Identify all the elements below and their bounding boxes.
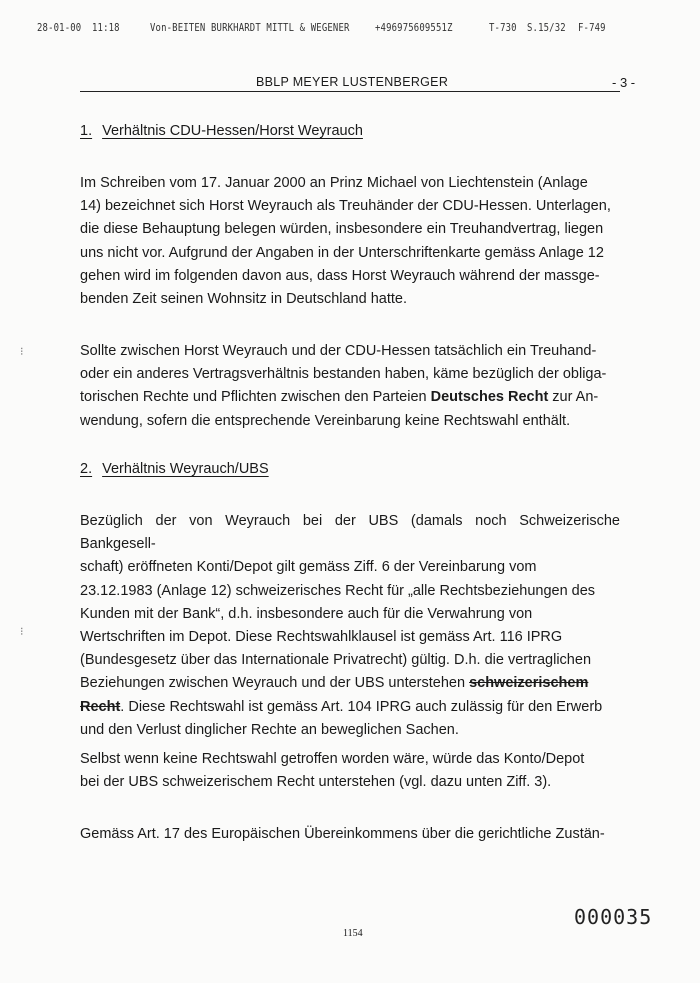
section-2-heading xyxy=(80,461,269,477)
section-2-title: Verhältnis Weyrauch/UBS xyxy=(102,461,269,477)
section-1-paragraph-1 xyxy=(80,172,620,311)
section-1-title: Verhältnis CDU-Hessen/Horst Weyrauch xyxy=(102,123,363,139)
section-2-paragraph-3 xyxy=(80,823,620,846)
bold-term: Deutsches Recht xyxy=(430,389,549,406)
page-number: 1154 xyxy=(343,928,363,939)
text-line: 23.12.1983 (Anlage 12) schweizerisches Recht für „alle Rechtsbeziehungen des xyxy=(80,582,596,599)
text-line: (Bundesgesetz über das Internationale Privatrecht) gültig. D.h. die vertraglichen xyxy=(80,652,592,669)
text-line: schaft) eröffneten Konti/Depot gilt gemäss Ziff. 6 der Vereinbarung vom xyxy=(80,559,537,576)
text-line: Kunden mit der Bank“, d.h. insbesondere auch für die Verwahrung von xyxy=(80,605,533,622)
fax-sender: Von-BEITEN BURKHARDT MITTL & WEGENER xyxy=(150,22,350,34)
scan-mark: ⁝ xyxy=(20,346,24,358)
text-line: und den Verlust dinglicher Rechte an beweglichen Sachen. xyxy=(80,721,459,738)
struck-term: Recht xyxy=(80,698,121,715)
fax-job: T-730 xyxy=(489,22,517,34)
text-line: benden Zeit seinen Wohnsitz in Deutschland hatte. xyxy=(80,291,407,308)
text-line: Recht. Diese Rechtswahl ist gemäss Art. 104 IPRG auch zulässig für den Erwerb xyxy=(80,698,603,715)
text-line: torischen Rechte und Pflichten zwischen den Parteien Deutsches Recht zur An- xyxy=(80,389,599,406)
fax-time: 11:18 xyxy=(92,22,120,34)
section-1-paragraph-2 xyxy=(80,340,620,433)
letterhead-page-label: - 3 - xyxy=(612,75,636,90)
text-line: Beziehungen zwischen Weyrauch und der UBS unterstehen schweizerischem xyxy=(80,675,589,692)
text-line: die diese Behauptung belegen würden, insbesondere ein Treuhandvertrag, liegen xyxy=(80,221,604,238)
text-line: bei der UBS schweizerischem Recht unterstehen (vgl. dazu unten Ziff. 3). xyxy=(80,774,552,791)
fax-code: F-749 xyxy=(578,22,606,34)
text-line: oder ein anderes Vertragsverhältnis bestanden haben, käme bezüglich der obliga- xyxy=(80,366,607,383)
text-line: Sollte zwischen Horst Weyrauch und der CDU-Hessen tatsächlich ein Treuhand- xyxy=(80,343,597,359)
text-line: Bezüglich der von Weyrauch bei der UBS (damals noch Schweizerische Bankgesell- xyxy=(80,513,620,553)
fax-number: +496975609551Z xyxy=(375,22,453,34)
text-line: gehen wird im folgenden davon aus, dass Horst Weyrauch während der massge- xyxy=(80,267,600,284)
text-line: uns nicht vor. Aufgrund der Angaben in der Unterschriftenkarte gemäss Anlage 12 xyxy=(80,244,604,261)
section-2-number: 2. xyxy=(80,461,93,477)
text-line: wendung, sofern die entsprechende Vereinbarung keine Rechtswahl enthält. xyxy=(80,412,571,429)
text-line: Wertschriften im Depot. Diese Rechtswahlklausel ist gemäss Art. 116 IPRG xyxy=(80,629,563,646)
bates-stamp: 000035 xyxy=(574,905,653,929)
fax-pages: S.15/32 xyxy=(527,22,566,34)
section-2-paragraph-1 xyxy=(80,510,620,742)
section-1-number: 1. xyxy=(80,123,93,139)
fax-date: 28-01-00 xyxy=(37,22,82,34)
struck-term: schweizerischem xyxy=(469,675,589,692)
scan-mark: ⁝ xyxy=(20,626,24,638)
text-line: Gemäss Art. 17 des Europäischen Übereinkommens über die gerichtliche Zustän- xyxy=(80,826,605,842)
letterhead-rule xyxy=(80,91,620,92)
text-line: Im Schreiben vom 17. Januar 2000 an Prinz Michael von Liechtenstein (Anlage xyxy=(80,175,588,191)
section-1-heading xyxy=(80,123,363,139)
text-line: Selbst wenn keine Rechtswahl getroffen worden wäre, würde das Konto/Depot xyxy=(80,751,585,767)
section-2-paragraph-2 xyxy=(80,748,620,794)
text-line: 14) bezeichnet sich Horst Weyrauch als Treuhänder der CDU-Hessen. Unterlagen, xyxy=(80,198,611,215)
letterhead-firm: BBLP MEYER LUSTENBERGER xyxy=(256,75,449,89)
